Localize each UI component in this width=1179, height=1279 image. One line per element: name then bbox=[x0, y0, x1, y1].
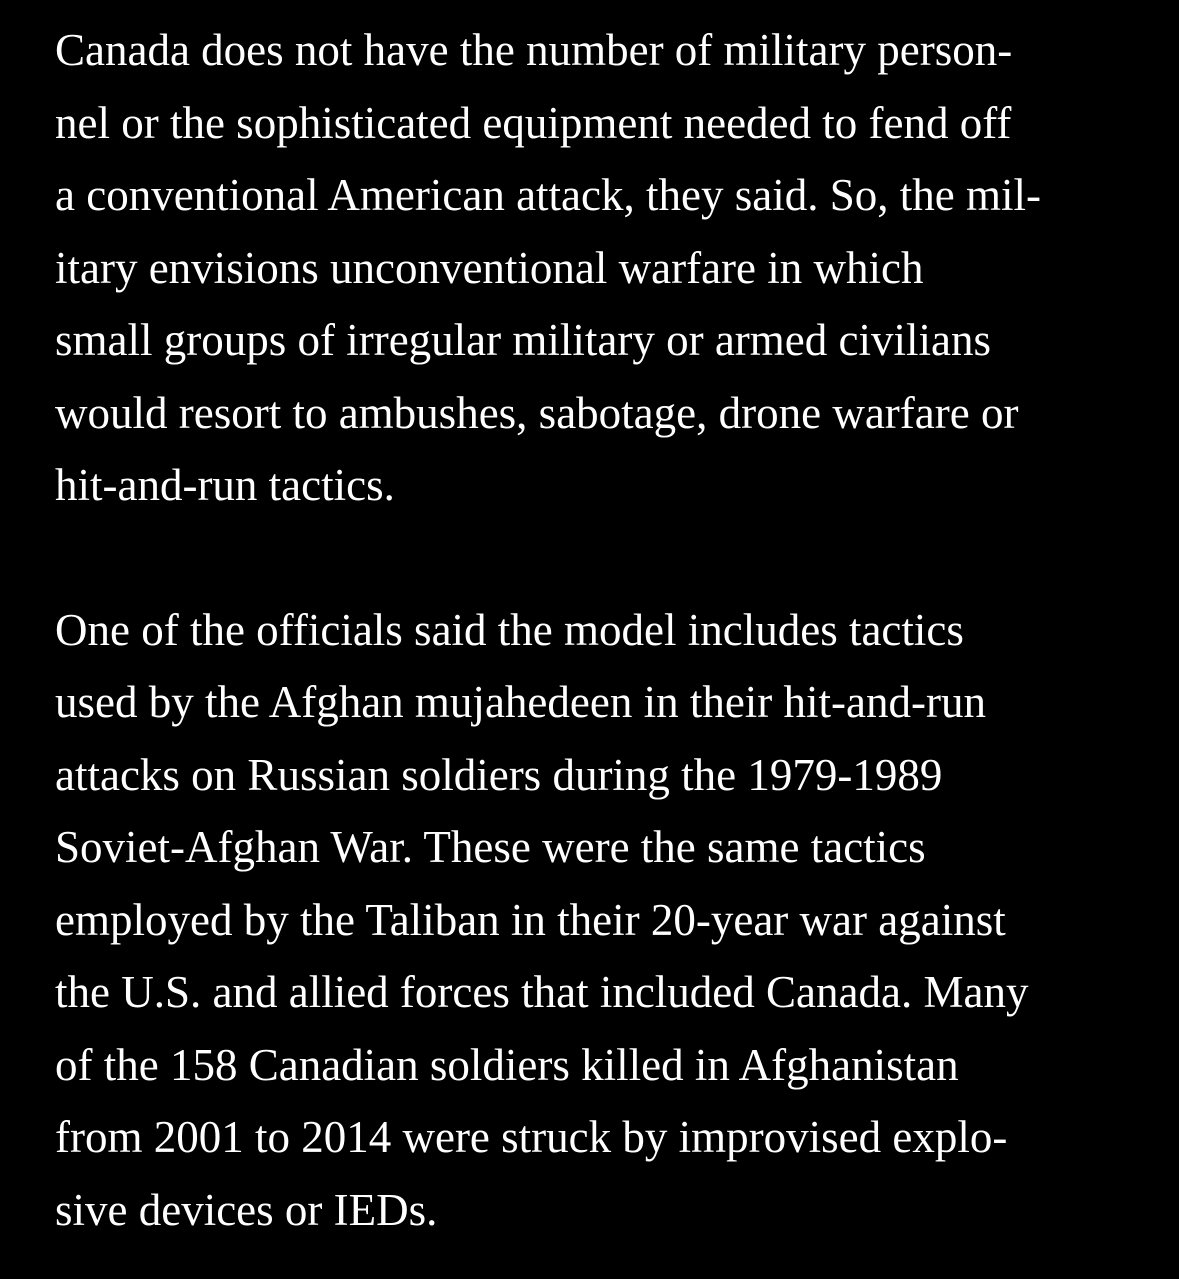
text-line: Canada does not have the number of military person- bbox=[55, 25, 1013, 75]
text-line: from 2001 to 2014 were struck by improvised explo- bbox=[55, 1112, 1008, 1162]
text-line: Soviet-Afghan War. These were the same tactics bbox=[55, 822, 926, 872]
text-line: a conventional American attack, they said. So, the mil- bbox=[55, 170, 1041, 220]
text-line: attacks on Russian soldiers during the 1979-1989 bbox=[55, 749, 943, 800]
text-line: hit-and-run tactics. bbox=[55, 460, 395, 510]
text-line: used by the Afghan mujahedeen in their hit-and-run bbox=[55, 677, 986, 727]
paragraph-2 bbox=[55, 594, 1155, 1247]
text-line: One of the officials said the model includes tactics bbox=[55, 604, 964, 655]
text-line: nel or the sophisticated equipment needed to fend off bbox=[55, 97, 1012, 148]
text-line: itary envisions unconventional warfare in which bbox=[55, 242, 924, 293]
text-line: the U.S. and allied forces that included Canada. Many bbox=[55, 967, 1029, 1017]
text-line: would resort to ambushes, sabotage, drone warfare or bbox=[55, 387, 1019, 438]
text-line: employed by the Taliban in their 20-year war against bbox=[55, 894, 1006, 945]
text-line: of the 158 Canadian soldiers killed in Afghanistan bbox=[55, 1039, 959, 1090]
paragraph-1 bbox=[55, 14, 1155, 522]
text-line: sive devices or IEDs. bbox=[55, 1184, 438, 1235]
article-body bbox=[55, 14, 1155, 1246]
text-line: small groups of irregular military or armed civilians bbox=[55, 315, 991, 365]
